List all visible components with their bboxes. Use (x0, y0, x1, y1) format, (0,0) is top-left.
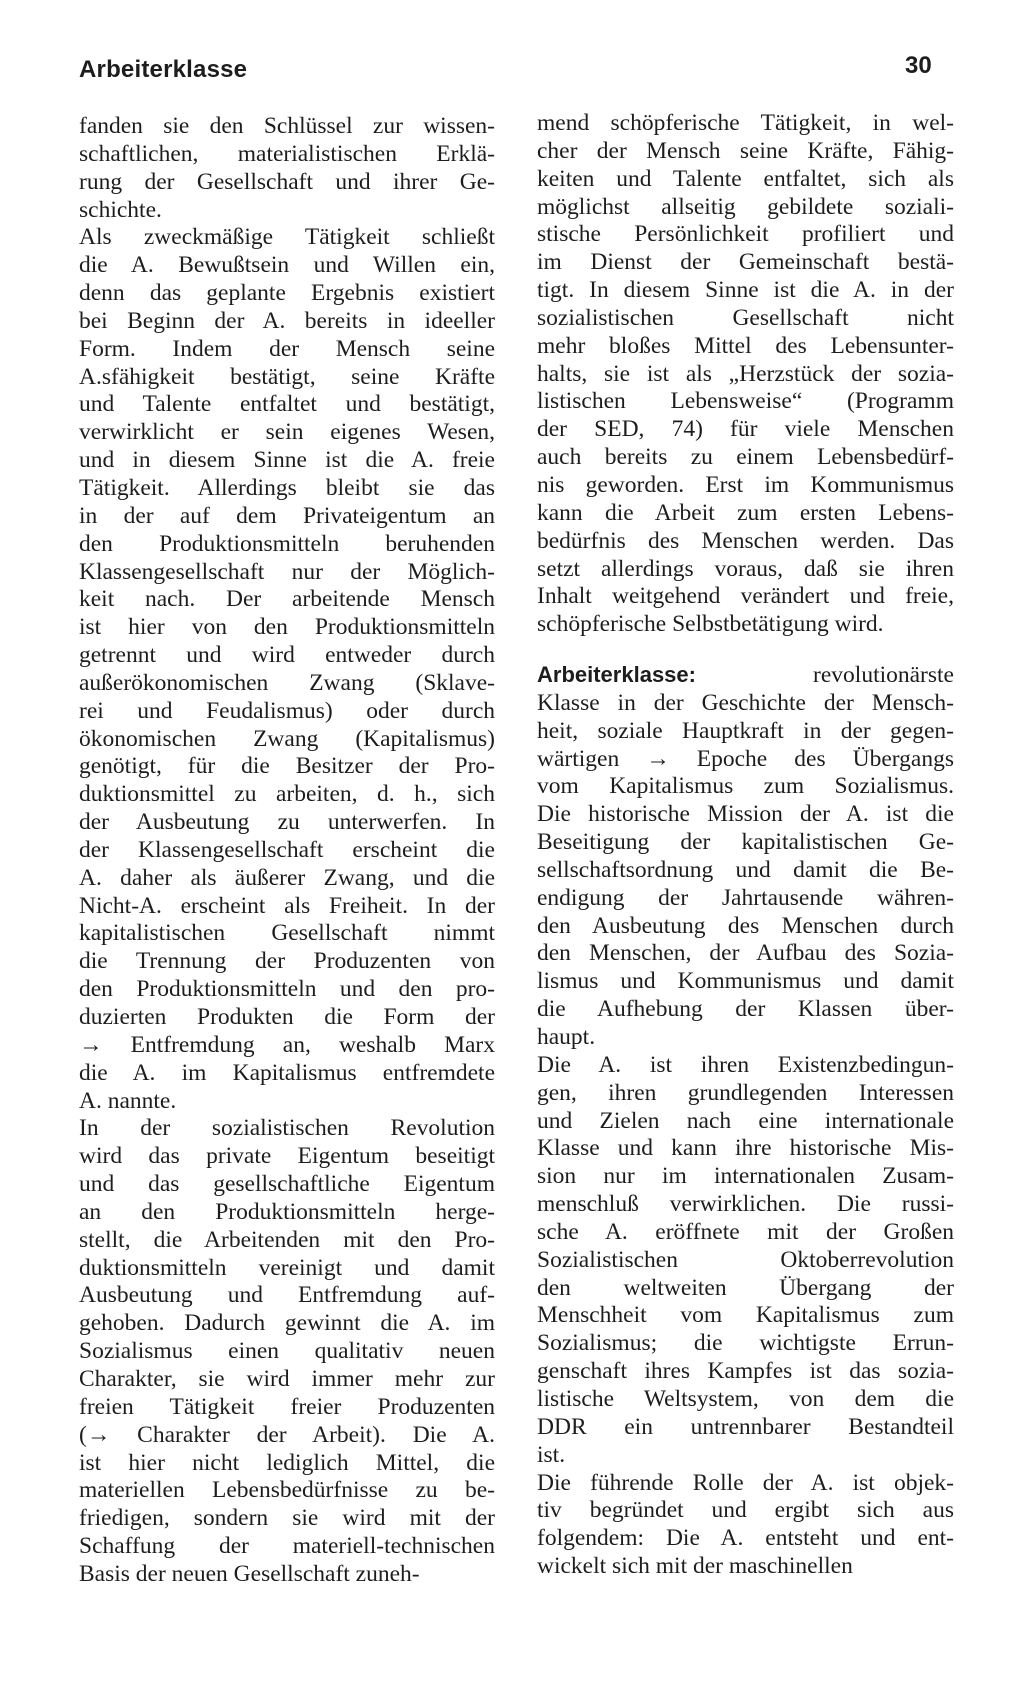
entry-body-line: Sozialismus; die wichtigste Errun- (537, 1330, 954, 1357)
left-column-line: (→ Charakter der Arbeit). Die A. (79, 1421, 495, 1448)
right-column-line: setzt allerdings voraus, daß sie ihren (537, 555, 954, 582)
right-column-line: sozialistischen Gesellschaft nicht (537, 304, 954, 331)
entry-body-line: Die führende Rolle der A. ist objek- (537, 1469, 954, 1496)
entry-body-line: ist. (537, 1441, 566, 1468)
entry-body-line: gen, ihren grundlegenden Interessen (537, 1079, 954, 1106)
left-column-line: getrennt und wird entweder durch (79, 642, 495, 669)
entry-body-line: die Aufhebung der Klassen über- (537, 996, 954, 1023)
page-number: 30 (905, 52, 932, 79)
right-column-line: möglichst allseitig gebildete soziali- (537, 193, 954, 220)
right-column-line: Inhalt weitgehend verändert und freie, (537, 583, 954, 610)
left-column-line: und das gesellschaftliche Eigentum (79, 1171, 495, 1198)
entry-body-line: Die A. ist ihren Existenzbedingun- (537, 1051, 954, 1078)
left-column-line: duzierten Produkten die Form der (79, 1004, 495, 1030)
left-column-line: genötigt, für die Besitzer der Pro- (79, 753, 495, 780)
entry-body-line: genschaft ihres Kampfes ist das sozia- (537, 1358, 954, 1385)
right-column-line: schöpferische Selbstbetätigung wird. (537, 611, 884, 638)
right-column-line: tigt. In diesem Sinne ist die A. in der (537, 277, 954, 304)
left-column-line: Tätigkeit. Allerdings bleibt sie das (79, 474, 495, 501)
left-column-line: keit nach. Der arbeitende Mensch (79, 586, 495, 613)
right-column-line: stische Persönlichkeit profiliert und (537, 221, 954, 248)
right-column-line: halts, sie ist als „Herzstück der sozia- (537, 360, 954, 387)
left-column-line: Form. Indem der Mensch seine (79, 335, 495, 362)
left-column-line: ist hier von den Produktionsmitteln (79, 614, 495, 641)
entry-body (537, 690, 954, 1581)
left-column-line: Schaffung der materiell-technischen (79, 1533, 495, 1560)
entry-body-line: wärtigen → Epoche des Übergangs (537, 745, 954, 772)
entry-body-line: Klasse in der Geschichte der Mensch- (537, 689, 954, 716)
entry-first-line (537, 661, 954, 690)
left-column-line: in der auf dem Privateigentum an (79, 502, 495, 529)
running-head: Arbeiterklasse (79, 56, 248, 83)
left-column-line: materiellen Lebensbedürfnisse zu be- (79, 1477, 495, 1504)
left-column-line: stellt, die Arbeitenden mit den Pro- (79, 1226, 495, 1253)
entry-body-line: sellschaftsordnung und damit die Be- (537, 856, 954, 883)
left-column-line: rung der Gesellschaft und ihrer Ge- (79, 168, 495, 195)
left-column-line: denn das geplante Ergebnis existiert (79, 280, 495, 307)
left-column-line: Klassengesellschaft nur der Möglich- (79, 558, 495, 585)
entry-body-line: haupt. (537, 1024, 596, 1050)
left-column-line: ist hier nicht lediglich Mittel, die (79, 1449, 495, 1476)
entry-body-line: Klasse und kann ihre historische Mis- (537, 1135, 954, 1162)
left-column-line: rei und Feudalismus) oder durch (79, 697, 495, 724)
entry-first-line-text: revolutionärste (813, 662, 954, 689)
left-column-line: fanden sie den Schlüssel zur wissen- (79, 113, 495, 139)
left-column-line: den Produktionsmitteln beruhenden (79, 530, 495, 557)
left-column-line: verwirklicht er sein eigenes Wesen, (79, 419, 495, 446)
entry-body-line: folgendem: Die A. entsteht und ent- (537, 1525, 954, 1552)
left-column-line: gehoben. Dadurch gewinnt die A. im (79, 1310, 495, 1337)
left-column-line: duktionsmitteln vereinigt und damit (79, 1254, 495, 1281)
left-column-line: Charakter, sie wird immer mehr zur (79, 1365, 495, 1392)
left-column-line: Basis der neuen Gesellschaft zuneh- (79, 1560, 420, 1587)
right-column-line: der SED, 74) für viele Menschen (537, 416, 954, 443)
left-column-line: A.sfähigkeit bestätigt, seine Kräfte (79, 363, 495, 390)
entry-body-line: Beseitigung der kapitalistischen Ge- (537, 829, 954, 856)
left-column-line: Ausbeutung und Entfremdung auf- (79, 1282, 495, 1309)
right-column-line: mend schöpferische Tätigkeit, in wel- (537, 110, 954, 136)
entry-body-line: Sozialistischen Oktoberrevolution (537, 1246, 954, 1273)
left-column-line: die A. im Kapitalismus entfremdete (79, 1059, 495, 1086)
left-column-line: freien Tätigkeit freier Produzenten (79, 1393, 495, 1420)
left-column-line: → Entfremdung an, weshalb Marx (79, 1031, 495, 1058)
right-column-line: mehr bloßes Mittel des Lebensunter- (537, 332, 954, 359)
entry-body-line: menschluß verwirklichen. Die russi- (537, 1191, 954, 1218)
left-column-line: bei Beginn der A. bereits in ideeller (79, 307, 495, 334)
left-column-line: ökonomischen Zwang (Kapitalismus) (79, 725, 495, 752)
left-column-line: wird das private Eigentum beseitigt (79, 1143, 495, 1170)
entry-body-line: lismus und Kommunismus und damit (537, 968, 954, 995)
entry-body-line: sche A. eröffnete mit der Großen (537, 1218, 954, 1245)
right-column-continuation (537, 110, 954, 639)
right-column-line: nis geworden. Erst im Kommunismus (537, 471, 954, 498)
entry-body-line: den Menschen, der Aufbau des Sozia- (537, 940, 954, 967)
left-column (79, 113, 495, 1589)
left-column-line: Nicht-A. erscheint als Freiheit. In der (79, 892, 495, 919)
entry-body-line: Die historische Mission der A. ist die (537, 801, 954, 828)
right-column-line: im Dienst der Gemeinschaft bestä- (537, 249, 954, 276)
right-column-line: bedürfnis des Menschen werden. Das (537, 527, 954, 554)
entry-body-line: Menschheit vom Kapitalismus zum (537, 1302, 954, 1329)
left-column-line: duktionsmittel zu arbeiten, d. h., sich (79, 781, 495, 808)
left-column-line: und Talente entfaltet und bestätigt, (79, 391, 495, 418)
entry-body-line: wickelt sich mit der maschinellen (537, 1553, 853, 1580)
left-column-line: A. daher als äußerer Zwang, und die (79, 864, 495, 891)
left-column-line: und in diesem Sinne ist die A. freie (79, 447, 495, 474)
left-column-line: Sozialismus einen qualitativ neuen (79, 1338, 495, 1365)
left-column-line: der Klassengesellschaft erscheint die (79, 836, 495, 863)
left-column-line: an den Produktionsmitteln herge- (79, 1198, 495, 1225)
left-column-line: die Trennung der Produzenten von (79, 948, 495, 975)
entry-body-line: sion nur im internationalen Zusam- (537, 1163, 954, 1190)
entry-body-line: und Zielen nach eine internationale (537, 1107, 954, 1134)
left-column-line: die A. Bewußtsein und Willen ein, (79, 252, 495, 279)
right-column-line: auch bereits zu einem Lebensbedürf- (537, 444, 954, 471)
entry-body-line: tiv begründet und ergibt sich aus (537, 1497, 954, 1524)
right-column-line: listischen Lebensweise“ (Programm (537, 388, 954, 415)
left-column-line: schichte. (79, 196, 162, 223)
left-column-line: schaftlichen, materialistischen Erklä- (79, 140, 495, 167)
right-column (537, 110, 954, 1581)
left-column-line: Als zweckmäßige Tätigkeit schließt (79, 224, 495, 251)
entry-headword: Arbeiterklasse: (537, 662, 696, 688)
entry-body-line: vom Kapitalismus zum Sozialismus. (537, 773, 954, 800)
right-column-line: keiten und Talente entfaltet, sich als (537, 165, 954, 192)
right-column-line: cher der Mensch seine Kräfte, Fähig- (537, 137, 954, 164)
left-column-line: der Ausbeutung zu unterwerfen. In (79, 809, 495, 836)
left-column-line: A. nannte. (79, 1087, 177, 1114)
left-column-line: In der sozialistischen Revolution (79, 1115, 495, 1142)
right-column-line: kann die Arbeit zum ersten Lebens- (537, 499, 954, 526)
entry-body-line: endigung der Jahrtausende währen- (537, 884, 954, 911)
entry-body-line: DDR ein untrennbarer Bestandteil (537, 1413, 954, 1440)
left-column-line: außerökonomischen Zwang (Sklave- (79, 669, 495, 696)
entry-body-line: heit, soziale Hauptkraft in der gegen- (537, 717, 954, 744)
entry-body-line: den weltweiten Übergang der (537, 1274, 954, 1301)
left-column-line: kapitalistischen Gesellschaft nimmt (79, 920, 495, 947)
entry-body-line: listische Weltsystem, von dem die (537, 1385, 954, 1412)
entry-body-line: den Ausbeutung des Menschen durch (537, 912, 954, 939)
left-column-line: friedigen, sondern sie wird mit der (79, 1505, 495, 1532)
left-column-line: den Produktionsmitteln und den pro- (79, 976, 495, 1003)
